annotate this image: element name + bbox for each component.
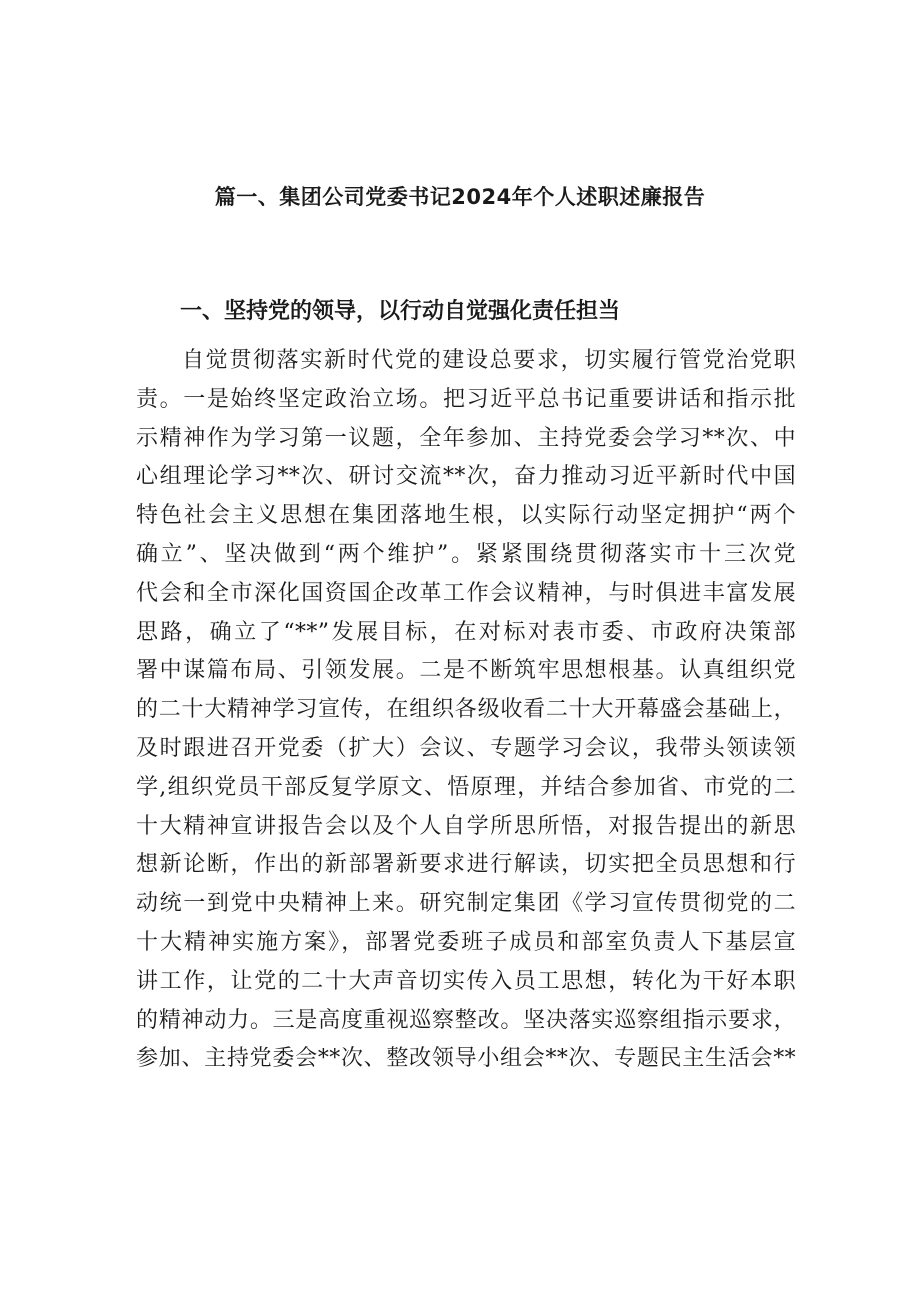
body-line: 思路，确立了“**”发展目标，在对标对表市委、市政府决策部 bbox=[136, 619, 796, 645]
body-line: 责。一是始终坚定政治立场。把习近平总书记重要讲话和指示批 bbox=[136, 386, 796, 412]
body-line: 动统一到党中央精神上来。研究制定集团《学习宣传贯彻党的二 bbox=[136, 891, 796, 917]
body-line: 署中谋篇布局、引领发展。二是不断筑牢思想根基。认真组织党 bbox=[136, 658, 796, 684]
body-line: 自觉贯彻落实新时代党的建设总要求，切实履行管党治党职 bbox=[182, 348, 796, 373]
body-line: 心组理论学习**次、研讨交流**次，奋力推动习近平新时代中国 bbox=[136, 464, 796, 490]
body-line: 的二十大精神学习宣传，在组织各级收看二十大开幕盛会基础上， bbox=[136, 697, 796, 723]
body-line: 参加、主持党委会**次、整改领导小组会**次、专题民主生活会** bbox=[136, 1046, 796, 1072]
body-line: 的精神动力。三是高度重视巡察整改。坚决落实巡察组指示要求， bbox=[136, 1007, 796, 1033]
body-line: 十大精神宣讲报告会以及个人自学所思所悟，对报告提出的新思 bbox=[136, 813, 796, 839]
body-line: 想新论断，作出的新部署新要求进行解读，切实把全员思想和行 bbox=[136, 852, 796, 878]
body-line: 确立”、坚决做到“两个维护”。紧紧围绕贯彻落实市十三次党 bbox=[136, 541, 796, 567]
body-line: 讲工作，让党的二十大声音切实传入员工思想，转化为干好本职 bbox=[136, 968, 796, 994]
body-line: 十大精神实施方案》，部署党委班子成员和部室负责人下基层宣 bbox=[136, 929, 796, 955]
document-title: 篇一、集团公司党委书记2024年个人述职述廉报告 bbox=[214, 185, 706, 209]
body-line: 学,组织党员干部反复学原文、悟原理，并结合参加省、市党的二 bbox=[136, 774, 796, 800]
body-line: 代会和全市深化国资国企改革工作会议精神，与时俱进丰富发展 bbox=[136, 580, 796, 606]
section-heading: 一、坚持党的领导，以行动自觉强化责任担当 bbox=[180, 299, 621, 324]
body-line: 及时跟进召开党委（扩大）会议、专题学习会议，我带头领读领 bbox=[136, 735, 796, 761]
body-line: 特色社会主义思想在集团落地生根，以实际行动坚定拥护“两个 bbox=[136, 503, 796, 529]
body-paragraph bbox=[136, 342, 796, 1079]
body-line: 示精神作为学习第一议题，全年参加、主持党委会学习**次、中 bbox=[136, 425, 796, 451]
